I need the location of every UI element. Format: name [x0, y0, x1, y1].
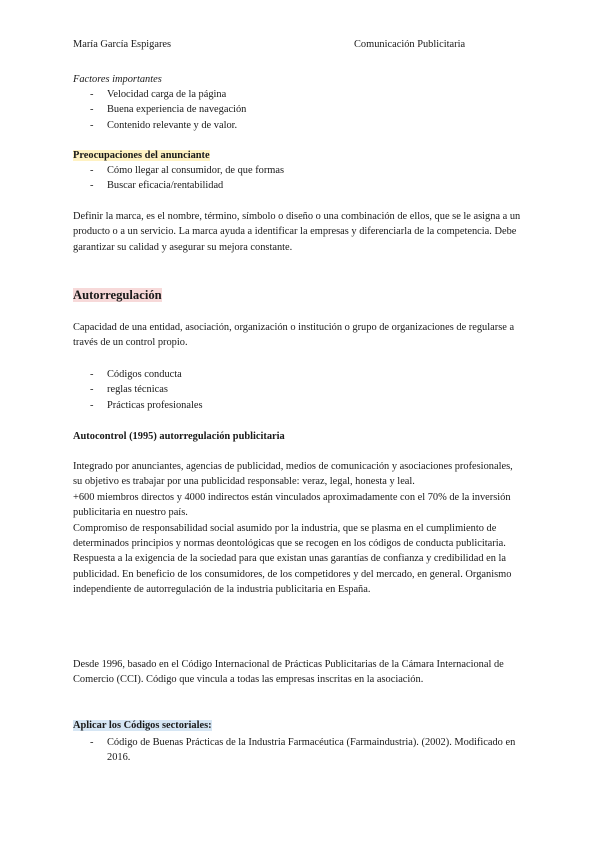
list-item: - Contenido relevante y de valor.: [73, 118, 523, 133]
list-item: - reglas técnicas: [73, 382, 523, 397]
cci-paragraph: Desde 1996, basado en el Código Internacional de Prácticas Publicitarias de la Cámara Internacional de Comercio (CCI). Código que vincula a todas las empresas inscritas en la asociación.: [73, 659, 504, 686]
marca-paragraph: Definir la marca, es el nombre, término, símbolo o diseño o una combinación de ellos, que se le asigna a un producto o a un servicio. La marca ayuda a identificar la empresas y diferenciarla de la competencia. Debe garantizar su calidad y asegurar su mejora constante.: [73, 211, 521, 253]
list-item: - Cómo llegar al consumidor, de que formas: [73, 163, 523, 178]
codigos-title: Aplicar los Códigos sectoriales:: [73, 720, 212, 731]
factores-title: Factores importantes: [73, 74, 162, 85]
header-author: María García Espigares: [73, 39, 172, 50]
preocupaciones-heading: [73, 148, 523, 163]
header-course: Comunicación Publicitaria: [354, 39, 466, 50]
autorregulacion-definition: Capacidad de una entidad, asociación, organización o institución o grupo de organizaciones de regularse a través de un control propio.: [73, 322, 515, 349]
autocontrol-paragraph: Respuesta a la exigencia de la sociedad para que existan unas garantías de confianza y credibilidad en la publicidad. En beneficio de los consumidores, de los competidores y del mercado, en general. Organismo independiente de autorregulación de la industria publicitaria en España.: [73, 553, 512, 596]
preocupaciones-list: [73, 163, 523, 194]
autocontrol-body: [73, 459, 523, 598]
autocontrol-paragraph: Integrado por anunciantes, agencias de publicidad, medios de comunicación y asociaciones profesionales, su objetivo es trabajar por una publicidad responsable: veraz, legal, honesta y leal.: [73, 461, 513, 488]
codigos-heading: [73, 718, 523, 733]
autocontrol-paragraph: +600 miembros directos y 4000 indirectos están vinculados aproximadamente con el 70% de la inversión publicitaria en nuestro país.: [73, 491, 511, 519]
autorregulacion-heading: [73, 288, 523, 304]
codigos-list: [73, 735, 523, 766]
autorregulacion-list: [73, 367, 523, 413]
list-item: - Buscar eficacia/rentabilidad: [73, 178, 523, 193]
list-item: - Prácticas profesionales: [73, 398, 523, 413]
autocontrol-title: Autocontrol (1995) autorregulación publicitaria: [73, 431, 285, 442]
factores-list: [73, 87, 523, 133]
autorregulacion-title: Autorregulación: [73, 288, 162, 302]
list-item: - Buena experiencia de navegación: [73, 102, 523, 117]
list-item: - Código de Buenas Prácticas de la Industria Farmacéutica (Farmaindustria). (2002). Modificado en 2016.: [73, 735, 523, 766]
preocupaciones-title: Preocupaciones del anunciante: [73, 150, 210, 161]
list-item: - Códigos conducta: [73, 367, 523, 382]
autocontrol-paragraph: Compromiso de responsabilidad social asumido por la industria, que se plasma en el cumplimiento de determinados principios y normas deontológicas que se recogen en los códigos de conducta publicitaria.: [73, 522, 506, 550]
list-item: - Velocidad carga de la página: [73, 87, 523, 102]
